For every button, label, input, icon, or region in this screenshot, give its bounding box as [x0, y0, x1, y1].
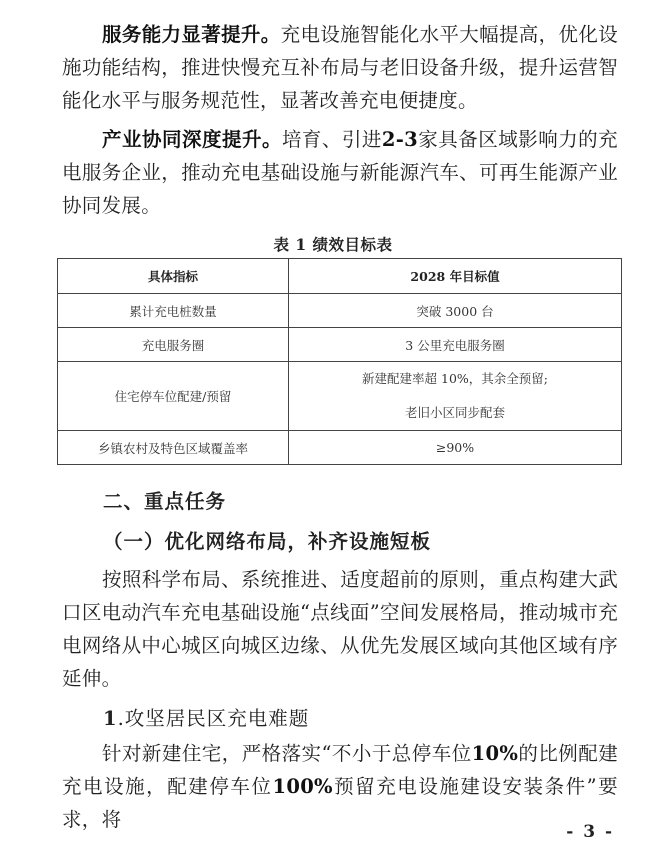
paragraph-lead: 产业协同深度提升。 — [102, 128, 282, 151]
item-heading — [103, 703, 309, 731]
table-row — [58, 294, 622, 328]
section-heading: 二、重点任务 — [103, 490, 227, 513]
table-cell-indicator: 累计充电桩数量 — [58, 294, 289, 328]
table-row — [58, 362, 622, 431]
item-number: 1 — [103, 707, 118, 730]
table-header-row — [58, 259, 622, 294]
paragraph-number: 10% — [471, 742, 519, 765]
paragraph-new-residential — [62, 737, 618, 836]
table-cell-indicator: 住宅停车位配建/预留 — [58, 362, 289, 431]
page-number: - 3 - — [566, 822, 614, 842]
table-cell-line: 老旧小区同步配套 — [404, 405, 505, 420]
table-cell-indicator: 乡镇农村及特色区域覆盖率 — [58, 431, 289, 465]
table-caption: 表 1 绩效目标表 — [273, 235, 393, 254]
table-cell-line: 新建配建率超 10%，其余全预留; — [362, 371, 548, 386]
sub-heading: （一）优化网络布局，补齐设施短板 — [103, 530, 432, 553]
paragraph-text: 预留充电设施建设安装条件”要求，将 — [62, 775, 618, 831]
paragraph-service-capacity — [62, 18, 618, 117]
table-cell-target — [289, 362, 622, 431]
paragraph-text: 充电设施智能化水平大幅提高，优化设施功能结构，推进快慢充互补布局与老旧设备升级，提升运营智能化水平与服务规范性，显著改善充电便捷度。 — [62, 23, 619, 112]
table-cell-indicator: 充电服务圈 — [58, 328, 289, 362]
paragraph-text: 培育、引进 — [281, 128, 382, 151]
paragraph-text: 针对新建住宅，严格落实“不小于总停车位 — [102, 742, 472, 765]
table-header-indicator: 具体指标 — [58, 259, 289, 294]
paragraph-number: 100% — [272, 775, 333, 798]
table-cell-target: 3 公里充电服务圈 — [289, 328, 622, 362]
paragraph-text: 的比例配建充电设施，配建停车位 — [62, 742, 618, 798]
paragraph-layout-principle: 按照科学布局、系统推进、适度超前的原则，重点构建大武口区电动汽车充电基础设施“点线面”空间发展格局，推动城市充电网络从中心城区向城区边缘、从优先发展区域向其他区域有序延伸。 — [62, 568, 618, 690]
item-title: .攻坚居民区充电难题 — [117, 707, 310, 730]
table-cell-target: 突破 3000 台 — [289, 294, 622, 328]
table-header-target: 2028 年目标值 — [289, 259, 622, 294]
performance-target-table — [57, 258, 622, 465]
paragraph-number: 2-3 — [381, 128, 419, 151]
paragraph-industry-synergy — [62, 123, 618, 222]
table-row — [58, 328, 622, 362]
paragraph-text: 家具备区域影响力的充电服务企业，推动充电基础设施与新能源汽车、可再生能源产业协同发展。 — [62, 128, 618, 217]
table-row — [58, 431, 622, 465]
table-cell-target: ≥90% — [289, 431, 622, 465]
paragraph-lead: 服务能力显著提升。 — [102, 23, 281, 46]
